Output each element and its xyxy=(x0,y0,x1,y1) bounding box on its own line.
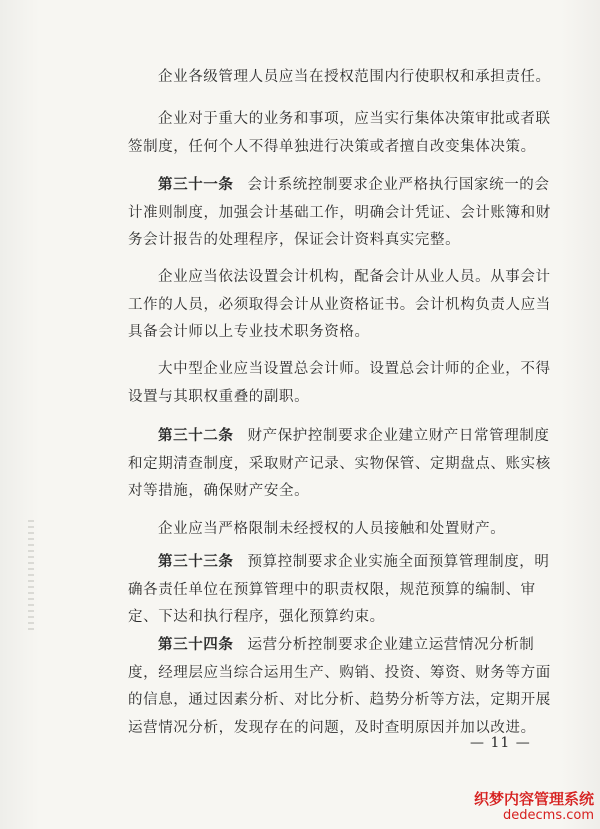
site-watermark xyxy=(474,790,594,823)
paragraph-text: 企业应当严格限制未经授权的人员接触和处置财产。 xyxy=(158,521,506,537)
article-heading: 第三十一条 xyxy=(158,176,234,193)
article-heading: 第三十二条 xyxy=(158,427,234,444)
article-32 xyxy=(128,422,558,506)
paragraph-text: 企业应当依法设置会计机构，配备会计从业人员。从事会计工作的人员，必须取得会计从业资格证书。会计机构负责人应当具备会计师以上专业技术职务资格。 xyxy=(128,269,551,340)
article-body: 会计系统控制要求企业严格执行国家统一的会计准则制度，加强会计基础工作，明确会计凭证、会计账簿和财务会计报告的处理程序，保证会计资料真实完整。 xyxy=(128,177,551,248)
article-heading: 第三十三条 xyxy=(158,553,234,570)
paragraph-restrict-access xyxy=(128,516,558,544)
paragraph-accounting-org xyxy=(128,264,558,347)
article-34 xyxy=(128,631,558,742)
paragraph-text: 大中型企业应当设置总会计师。设置总会计师的企业，不得设置与其职权重叠的副职。 xyxy=(128,361,551,405)
article-31 xyxy=(128,171,558,255)
paragraph-text: 企业对于重大的业务和事项，应当实行集体决策审批或者联签制度，任何个人不得单独进行决策或者擅自改变集体决策。 xyxy=(128,111,551,155)
watermark-url: dedecms.com xyxy=(503,808,594,823)
article-body: 运营分析控制要求企业建立运营情况分析制度，经理层应当综合运用生产、购销、投资、筹资、财务等方面的信息，通过因素分析、对比分析、趋势分析等方法，定期开展运营情况分析，发现存在的问题，及时查明原因并加以改进。 xyxy=(128,637,551,736)
article-body: 财产保护控制要求企业建立财产日常管理制度和定期清查制度，采取财产记录、实物保管、定期盘点、账实核对等措施，确保财产安全。 xyxy=(128,428,551,499)
article-body: 预算控制要求企业实施全面预算管理制度，明确各责任单位在预算管理中的职责权限，规范预算的编制、审定、下达和执行程序，强化预算约束。 xyxy=(128,554,550,625)
page-number: — 11 — xyxy=(470,735,531,751)
paragraph-text: 企业各级管理人员应当在授权范围内行使职权和承担责任。 xyxy=(158,69,551,85)
watermark-title: 织梦内容管理系统 xyxy=(473,790,594,808)
paragraph-collective-decision xyxy=(128,106,558,161)
scan-smudge xyxy=(28,520,34,630)
article-heading: 第三十四条 xyxy=(158,636,234,653)
article-33 xyxy=(128,548,558,632)
paragraph-chief-accountant xyxy=(128,356,558,411)
paragraph-authority xyxy=(128,64,558,92)
